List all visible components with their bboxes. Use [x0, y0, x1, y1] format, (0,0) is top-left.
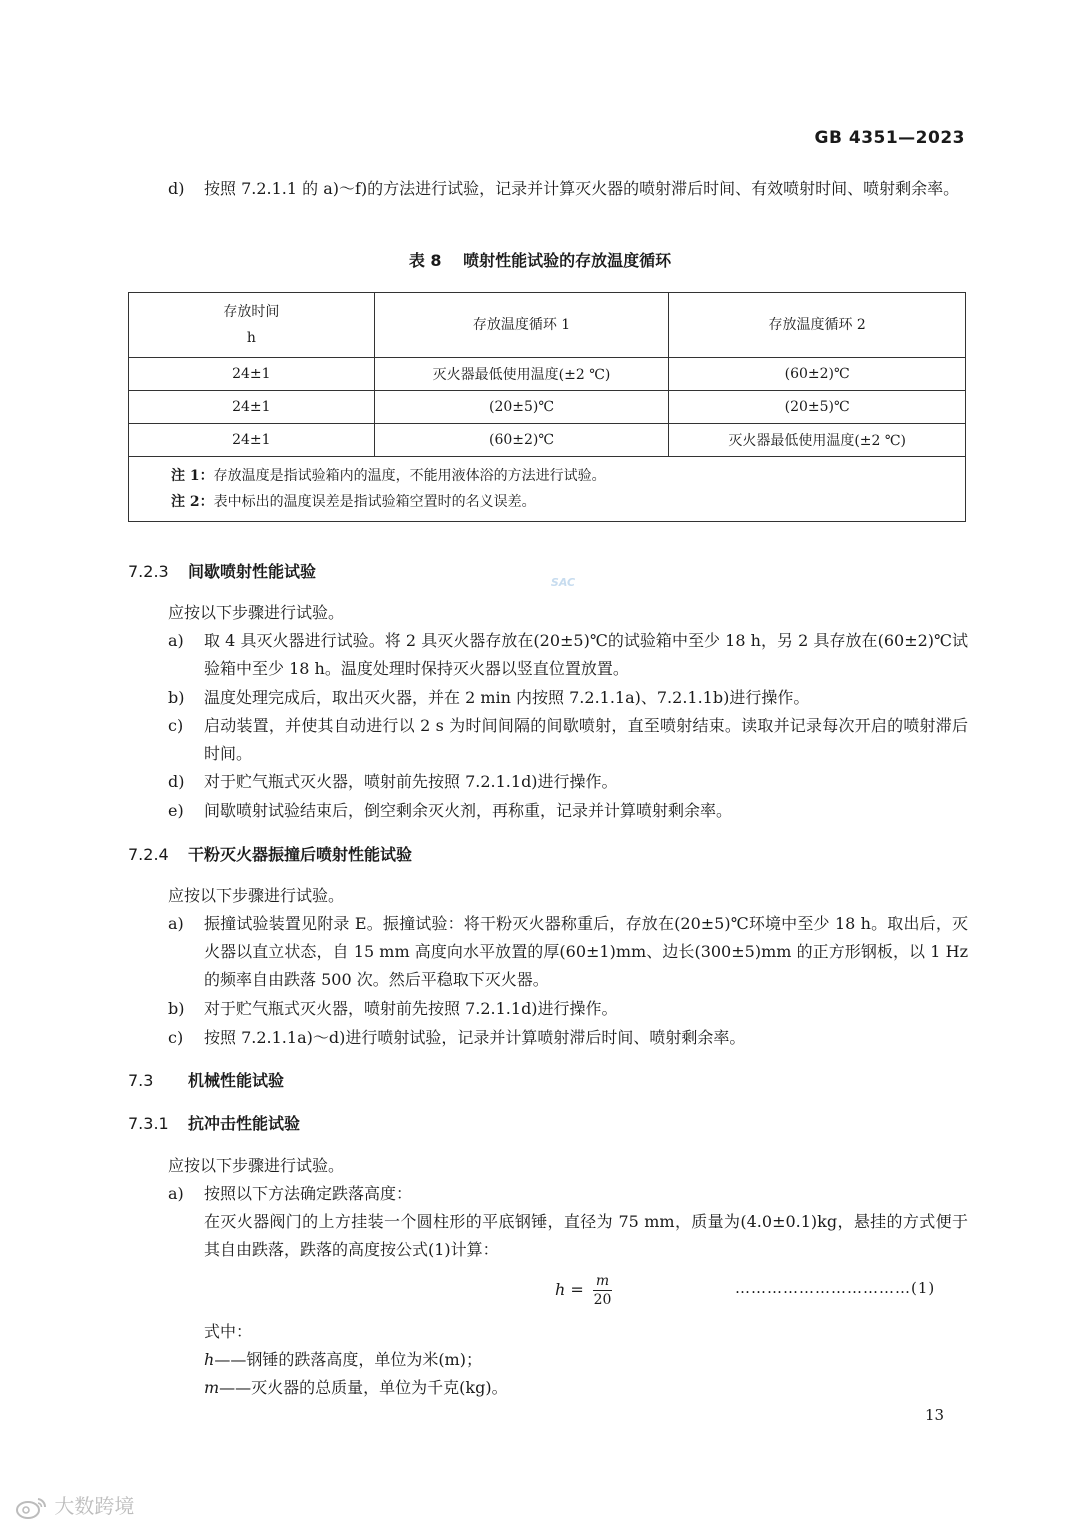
formula-denominator: 20	[593, 1292, 612, 1308]
list-item	[168, 797, 968, 825]
variable-definition	[204, 1346, 482, 1374]
formula-number: ……………………………(1)	[735, 1279, 936, 1297]
formula-numerator: m	[593, 1272, 612, 1291]
list-marker: a)	[168, 914, 184, 933]
list-text: 温度处理完成后，取出灭火器，并在 2 min 内按照 7.2.1.1a)、7.2.1.1b)进行操作。	[204, 688, 810, 707]
variable-description: 灭火器的总质量，单位为千克(kg)。	[251, 1378, 508, 1397]
list-item	[168, 627, 968, 683]
table-cell: (60±2)℃	[669, 358, 966, 391]
section-number: 7.2.4	[128, 845, 169, 864]
list-text: 对于贮气瓶式灭火器，喷射前先按照 7.2.1.1d)进行操作。	[204, 772, 618, 791]
standard-number: GB 4351—2023	[814, 128, 965, 148]
table-cell: 灭火器最低使用温度(±2 ℃)	[669, 424, 966, 457]
header-unit: h	[246, 330, 256, 346]
table-cell: (20±5)℃	[669, 391, 966, 424]
watermark-text: 大数跨境	[54, 1494, 135, 1518]
section-number: 7.3.1	[128, 1114, 169, 1133]
table-row	[129, 391, 966, 424]
list-marker: c)	[168, 1028, 184, 1047]
page-number: 13	[925, 1406, 945, 1424]
list-text: 按照 7.2.1.1 的 a)～f)的方法进行试验，记录并计算灭火器的喷射滞后时间、有效喷射时间、喷射剩余率。	[204, 179, 960, 198]
table-header-cell: 存放温度循环 1	[374, 293, 669, 358]
list-marker: a)	[168, 1184, 184, 1203]
section-heading-7-3-1	[128, 1111, 300, 1134]
variable-dash: ——	[219, 1378, 252, 1397]
list-item	[168, 684, 968, 712]
list-marker: a)	[168, 631, 184, 650]
table-notes	[129, 457, 966, 522]
list-item	[168, 768, 968, 796]
weibo-logo-icon	[14, 1496, 48, 1520]
list-item	[168, 995, 968, 1023]
table-header-cell	[129, 293, 375, 358]
list-marker: b)	[168, 999, 185, 1018]
variable-definition	[204, 1374, 508, 1402]
list-marker: e)	[168, 801, 184, 820]
formula-1	[555, 1272, 612, 1309]
list-marker: d)	[168, 179, 185, 198]
list-text: 按照 7.2.1.1a)～d)进行喷射试验，记录并计算喷射滞后时间、喷射剩余率。	[204, 1028, 746, 1047]
table-notes-row	[129, 457, 966, 522]
list-text: 振撞试验装置见附录 E。振撞试验：将干粉灭火器称重后，存放在(20±5)℃环境中至少 18 h。取出后，灭火器以直立状态，自 15 mm 高度向水平放置的厚(60±1)mm、边长(300±5)mm 的正方形钢板，以 1 Hz 的频率自由跌落 500 次。然后平稳取下灭火器。	[204, 914, 968, 989]
table-caption	[0, 248, 1080, 271]
note-label: 注 2：	[171, 494, 214, 510]
section-heading-7-2-3	[128, 559, 316, 582]
variable-description: 钢锤的跌落高度，单位为米(m)；	[246, 1350, 482, 1369]
table-cell: 24±1	[129, 424, 375, 457]
section-title: 间歇喷射性能试验	[188, 562, 317, 581]
table-row	[129, 358, 966, 391]
section-intro: 应按以下步骤进行试验。	[168, 603, 345, 622]
section-intro: 应按以下步骤进行试验。	[168, 1156, 345, 1175]
variable-symbol: m	[204, 1378, 220, 1397]
table-row	[129, 424, 966, 457]
list-text: 启动装置，并使其自动进行以 2 s 为时间间隔的间歇喷射，直至喷射结束。读取并记录每次开启的喷射滞后时间。	[204, 716, 968, 763]
list-marker: b)	[168, 688, 185, 707]
list-item	[168, 1180, 968, 1208]
list-item	[168, 910, 968, 994]
note-text: 存放温度是指试验箱内的温度，不能用液体浴的方法进行试验。	[213, 468, 606, 484]
list-text: 按照以下方法确定跌落高度：	[204, 1184, 413, 1203]
method-paragraph: 在灭火器阀门的上方挂装一个圆柱形的平底钢锤，直径为 75 mm，质量为(4.0±0.1)kg，悬挂的方式便于其自由跌落，跌落的高度按公式(1)计算：	[204, 1212, 968, 1259]
list-text: 对于贮气瓶式灭火器，喷射前先按照 7.2.1.1d)进行操作。	[204, 999, 618, 1018]
list-item	[168, 712, 968, 768]
note-text: 表中标出的温度误差是指试验箱空置时的名义误差。	[213, 494, 536, 510]
section-title: 机械性能试验	[188, 1071, 285, 1090]
section-number: 7.3	[128, 1071, 154, 1090]
section-title: 干粉灭火器振撞后喷射性能试验	[188, 845, 413, 864]
list-marker: c)	[168, 716, 184, 735]
list-marker: d)	[168, 772, 185, 791]
table-caption-label: 表 8	[408, 251, 442, 270]
table-caption-title: 喷射性能试验的存放温度循环	[463, 251, 672, 270]
sac-watermark: SAC	[550, 576, 576, 589]
formula-fraction	[593, 1272, 612, 1309]
formula-lhs: h =	[555, 1280, 584, 1299]
table-header-cell: 存放温度循环 2	[669, 293, 966, 358]
list-text: 取 4 具灭火器进行试验。将 2 具灭火器存放在(20±5)℃的试验箱中至少 18 h，另 2 具存放在(60±2)℃试验箱中至少 18 h。温度处理时保持灭火器以竖直位置放置。	[204, 631, 968, 678]
table-cell: 灭火器最低使用温度(±2 ℃)	[374, 358, 669, 391]
where-label: 式中：	[204, 1322, 253, 1341]
section-heading-7-3	[128, 1068, 284, 1091]
section-intro: 应按以下步骤进行试验。	[168, 886, 345, 905]
header-storage-time: 存放时间	[223, 304, 280, 320]
variable-dash: ——	[214, 1350, 247, 1369]
section-title: 抗冲击性能试验	[188, 1114, 301, 1133]
section-heading-7-2-4	[128, 842, 412, 865]
list-item	[168, 175, 968, 203]
table-cell: (60±2)℃	[374, 424, 669, 457]
section-number: 7.2.3	[128, 562, 169, 581]
list-text: 间歇喷射试验结束后，倒空剩余灭火剂，再称重，记录并计算喷射剩余率。	[204, 801, 733, 820]
list-item	[168, 1024, 968, 1052]
table-note	[171, 489, 965, 515]
table-cell: 24±1	[129, 358, 375, 391]
table-cell: 24±1	[129, 391, 375, 424]
table-note	[171, 463, 965, 489]
table-cell: (20±5)℃	[374, 391, 669, 424]
variable-symbol: h	[204, 1350, 215, 1369]
storage-temperature-table	[128, 292, 966, 522]
corner-watermark	[14, 1490, 134, 1520]
note-label: 注 1：	[171, 468, 214, 484]
table-header-row	[129, 293, 966, 358]
